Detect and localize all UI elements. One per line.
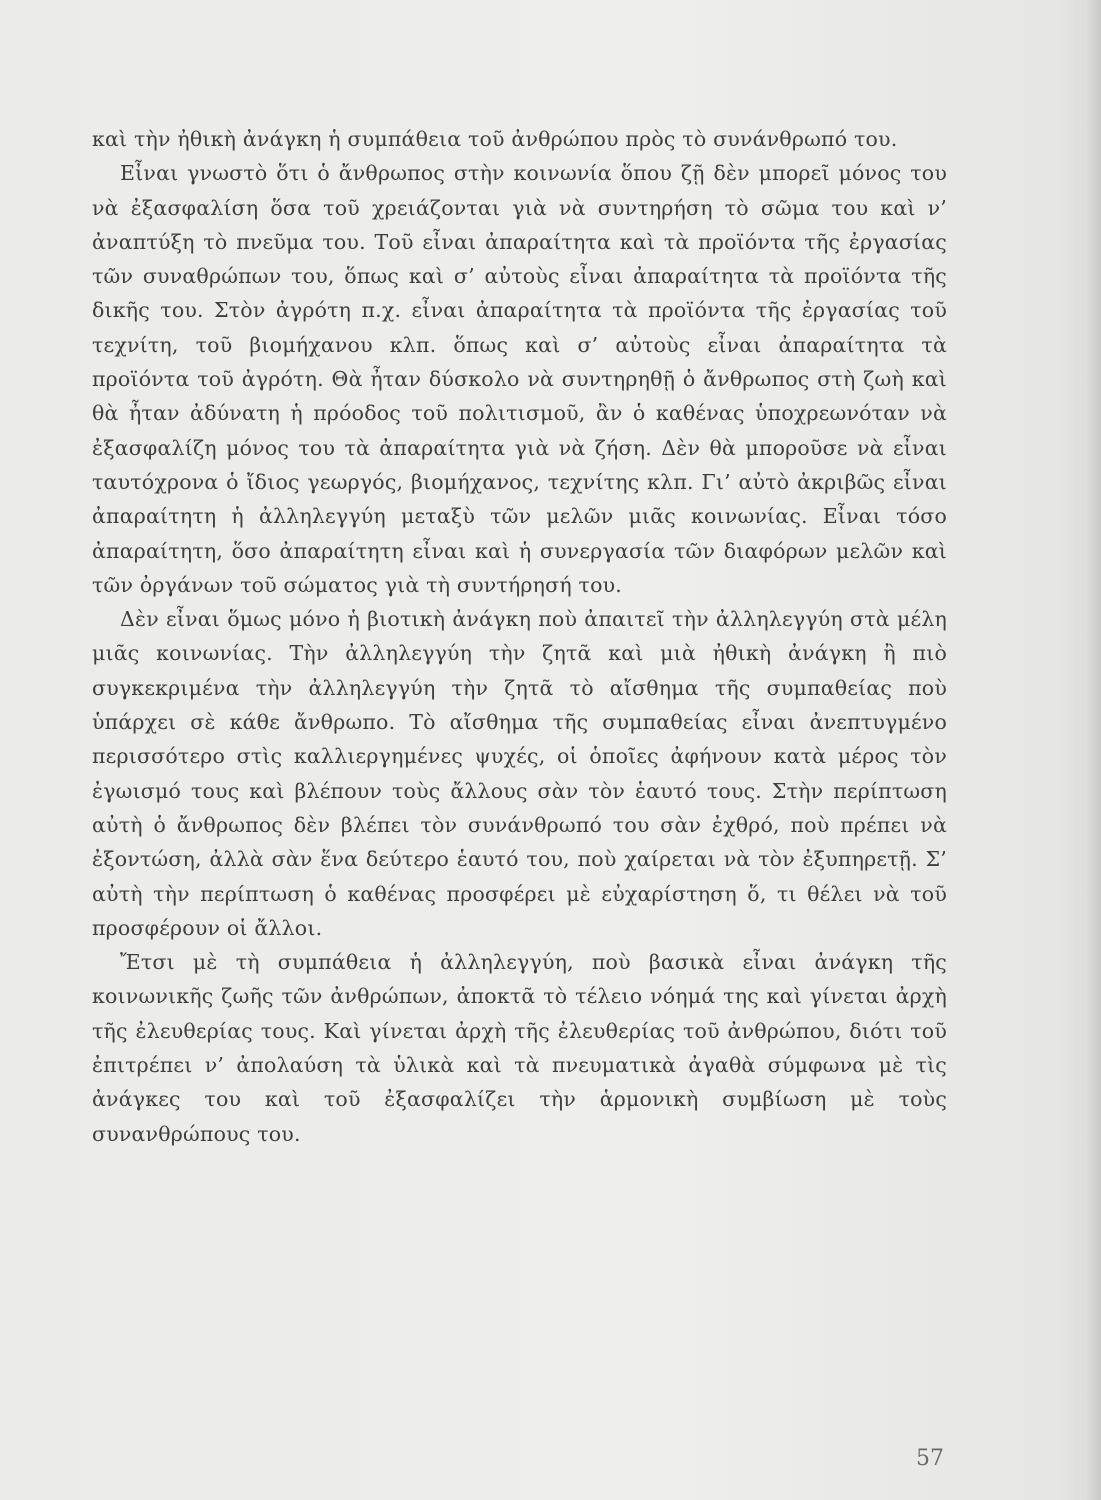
page-binding-edge [1087,0,1101,1500]
body-text [92,122,947,1151]
paragraph-3: Δὲν εἶναι ὅμως μόνο ἡ βιοτικὴ ἀνάγκη ποὺ ἀπαιτεῖ τὴν ἀλληλεγγύη στὰ μέλη μιᾶς κοινωνίας. Τὴν ἀλληλεγγύη τὴν ζητᾶ καὶ μιὰ ἠθικὴ ἀνάγκη ἢ πιὸ συγκεκριμένα τὴν ἀλληλεγγύη τὴν ζητᾶ τὸ αἴσθημα τῆς συμπαθείας ποὺ ὑπάρχει σὲ κάθε ἄνθρωπο. Τὸ αἴσθημα τῆς συμπαθείας εἶναι ἀνεπτυγμένο περισσότερο στὶς καλλιεργημένες ψυχές, οἱ ὁποῖες ἀφήνουν κατὰ μέρος τὸν ἐγωισμό τους καὶ βλέπουν τοὺς ἄλλους σὰν τὸν ἑαυτό τους. Στὴν περίπτωση αὐτὴ ὁ ἄνθρωπος δὲν βλέπει τὸν συνάνθρωπό του σὰν ἐχθρό, ποὺ πρέπει νὰ ἐξοντώση, ἀλλὰ σὰν ἕνα δεύτερο ἑαυτό του, ποὺ χαίρεται νὰ τὸν ἐξυπηρετῇ. Σ’ αὐτὴ τὴν περίπτωση ὁ καθένας προσφέρει μὲ εὐχαρίστηση ὅ, τι θέλει νὰ τοῦ προσφέρουν οἱ ἄλλοι. [92,607,947,940]
paragraph-1: καὶ τὴν ἠθικὴ ἀνάγκη ἡ συμπάθεια τοῦ ἀνθρώπου πρὸς τὸ συνάνθρωπό του. [92,127,898,151]
paragraph-4: Ἔτσι μὲ τὴ συμπάθεια ἡ ἀλληλεγγύη, ποὺ βασικὰ εἶναι ἀνάγκη τῆς κοινωνικῆς ζωῆς τῶν ἀνθρώπων, ἀποκτᾶ τὸ τέλειο νόημά της καὶ γίνεται ἀρχὴ τῆς ἐλευθερίας τους. Καὶ γίνεται ἀρχὴ τῆς ἐλευθερίας τοῦ ἀνθρώπου, διότι τοῦ ἐπιτρέπει ν’ ἀπολαύση τὰ ὑλικὰ καὶ τὰ πνευματικὰ ἀγαθὰ σύμφωνα μὲ τὶς ἀνάγκες του καὶ τοῦ ἐξασφαλίζει τὴν ἁρμονικὴ συμβίωση μὲ τοὺς συνανθρώπους του. [92,950,947,1146]
paragraph-2: Εἶναι γνωστὸ ὅτι ὁ ἄνθρωπος στὴν κοινωνία ὅπου ζῇ δὲν μπορεῖ μόνος του νὰ ἐξασφαλίση ὅσα τοῦ χρειάζονται γιὰ νὰ συντηρήση τὸ σῶμα του καὶ ν’ ἀναπτύξη τὸ πνεῦμα του. Τοῦ εἶναι ἀπαραίτητα καὶ τὰ προϊόντα τῆς ἐργασίας τῶν συναθρώπων του, ὅπως καὶ σ’ αὐτοὺς εἶναι ἀπαραίτητα τὰ προϊόντα τῆς δικῆς του. Στὸν ἀγρότη π.χ. εἶναι ἀπαραίτητα τὰ προϊόντα τῆς ἐργασίας τοῦ τεχνίτη, τοῦ βιομήχανου κλπ. ὅπως καὶ σ’ αὐτοὺς εἶναι ἀπαραίτητα τὰ προϊόντα τοῦ ἀγρότη. Θὰ ἦταν δύσκολο νὰ συντηρηθῇ ὁ ἄνθρωπος στὴ ζωὴ καὶ θὰ ἦταν ἀδύνατη ἡ πρόοδος τοῦ πολιτισμοῦ, ἂν ὁ καθένας ὑποχρεωνόταν νὰ ἐξασφαλίζη μόνος του τὰ ἀπαραίτητα γιὰ νὰ ζήση. Δὲν θὰ μποροῦσε νὰ εἶναι ταυτόχρονα ὁ ἴδιος γεωργός, βιομήχανος, τεχνίτης κλπ. Γι’ αὐτὸ ἀκριβῶς εἶναι ἀπαραίτητη ἡ ἀλληλεγγύη μεταξὺ τῶν μελῶν μιᾶς κοινωνίας. Εἶναι τόσο ἀπαραίτητη, ὅσο ἀπαραίτητη εἶναι καὶ ἡ συνεργασία τῶν διαφόρων μελῶν καὶ τῶν ὀργάνων τοῦ σώματος γιὰ τὴ συντήρησή του. [92,161,947,597]
page-number: 57 [916,1446,944,1471]
